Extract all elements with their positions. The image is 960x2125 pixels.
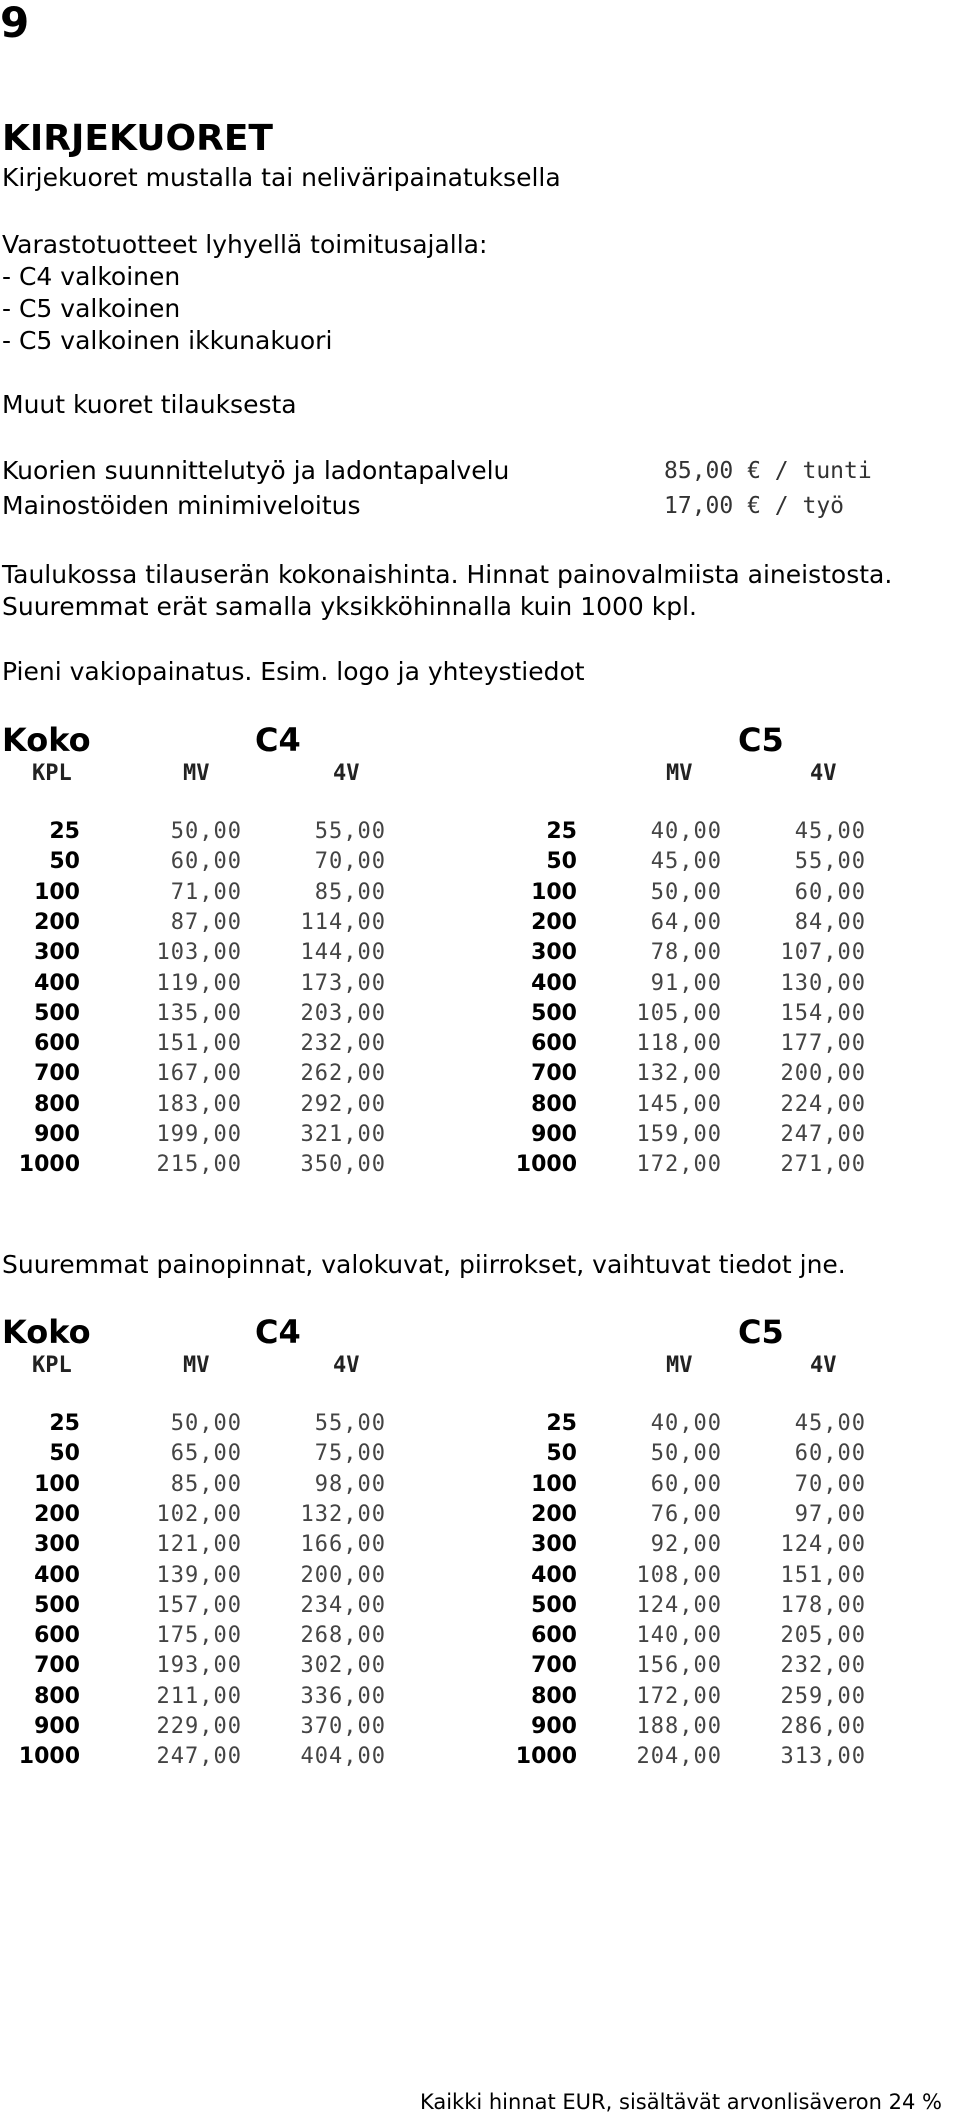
- price-cell: 65,00: [170, 1441, 242, 1467]
- price-cell: 302,00: [300, 1653, 386, 1679]
- price-cell: 229,00: [156, 1714, 242, 1739]
- price-cell: 92,00: [650, 1532, 722, 1558]
- quantity-cell: 900: [34, 1714, 80, 1739]
- price-cell: 130,00: [780, 970, 866, 996]
- price-cell: 370,00: [300, 1714, 386, 1739]
- c4-header: C4: [255, 1313, 301, 1351]
- quantity-cell: 300: [531, 1532, 577, 1558]
- quantity-cell: 1000: [515, 1744, 577, 1770]
- quantity-cell: 1000: [18, 1152, 80, 1178]
- quantity-cell: 500: [531, 1000, 577, 1026]
- price-cell: 159,00: [636, 1122, 722, 1147]
- footer-note: Kaikki hinnat EUR, sisältävät arvonlisäveron 24 %: [419, 2090, 942, 2114]
- quantity-cell: 50: [546, 1441, 577, 1467]
- price-cell: 98,00: [314, 1471, 386, 1497]
- quantity-cell: 600: [34, 1031, 80, 1057]
- price-cell: 102,00: [156, 1501, 242, 1527]
- price-cell: 84,00: [794, 909, 866, 935]
- c4-mv-header: MV: [183, 761, 210, 786]
- price-cell: 40,00: [650, 819, 722, 844]
- price-cell: 175,00: [156, 1623, 242, 1649]
- price-cell: 172,00: [636, 1152, 722, 1178]
- price-cell: 167,00: [156, 1061, 242, 1087]
- price-cell: 70,00: [314, 849, 386, 875]
- quantity-cell: 700: [531, 1061, 577, 1087]
- price-cell: 177,00: [780, 1031, 866, 1057]
- price-cell: 71,00: [170, 879, 242, 905]
- quantity-cell: 400: [531, 970, 577, 996]
- price-cell: 224,00: [780, 1091, 866, 1117]
- price-cell: 183,00: [156, 1091, 242, 1117]
- service-label: Mainostöiden minimiveloitus: [2, 491, 361, 520]
- price-cell: 215,00: [156, 1152, 242, 1178]
- price-cell: 50,00: [170, 819, 242, 844]
- price-cell: 188,00: [636, 1714, 722, 1739]
- note-line: Suuremmat erät samalla yksikköhinnalla kuin 1000 kpl.: [2, 592, 698, 621]
- price-cell: 40,00: [650, 1411, 722, 1436]
- price-cell: 200,00: [780, 1061, 866, 1087]
- quantity-cell: 300: [34, 1532, 80, 1558]
- note-line: Taulukossa tilauserän kokonaishinta. Hinnat painovalmiista aineistosta.: [2, 560, 893, 589]
- other-envelopes-note: Muut kuoret tilauksesta: [2, 390, 297, 419]
- price-cell: 55,00: [314, 819, 386, 844]
- price-cell: 107,00: [780, 940, 866, 966]
- c4-4v-header: 4V: [333, 1353, 360, 1378]
- quantity-cell: 25: [546, 1411, 577, 1436]
- c4-header: C4: [255, 721, 301, 759]
- price-cell: 336,00: [300, 1683, 386, 1709]
- quantity-cell: 25: [49, 1411, 80, 1436]
- price-cell: 119,00: [156, 970, 242, 996]
- quantity-cell: 400: [34, 970, 80, 996]
- price-cell: 45,00: [650, 849, 722, 875]
- quantity-cell: 300: [34, 940, 80, 966]
- price-cell: 50,00: [650, 1441, 722, 1467]
- price-cell: 78,00: [650, 940, 722, 966]
- kpl-header: KPL: [32, 761, 72, 786]
- price-cell: 108,00: [636, 1562, 722, 1588]
- price-cell: 154,00: [780, 1000, 866, 1026]
- stock-item: - C4 valkoinen: [2, 262, 181, 291]
- quantity-cell: 500: [531, 1592, 577, 1618]
- quantity-cell: 400: [531, 1562, 577, 1588]
- price-cell: 178,00: [780, 1592, 866, 1618]
- table2-caption: Suuremmat painopinnat, valokuvat, piirrokset, vaihtuvat tiedot jne.: [2, 1250, 846, 1279]
- price-cell: 193,00: [156, 1653, 242, 1679]
- stock-item: - C5 valkoinen: [2, 294, 181, 323]
- quantity-cell: 900: [531, 1122, 577, 1147]
- price-cell: 157,00: [156, 1592, 242, 1618]
- koko-header: Koko: [2, 721, 91, 759]
- quantity-cell: 400: [34, 1562, 80, 1588]
- quantity-cell: 600: [531, 1031, 577, 1057]
- price-cell: 132,00: [636, 1061, 722, 1087]
- quantity-cell: 600: [531, 1623, 577, 1649]
- subtitle: Kirjekuoret mustalla tai neliväripainatuksella: [2, 163, 561, 192]
- price-cell: 124,00: [780, 1532, 866, 1558]
- price-cell: 203,00: [300, 1000, 386, 1026]
- quantity-cell: 500: [34, 1592, 80, 1618]
- price-cell: 124,00: [636, 1592, 722, 1618]
- c4-mv-header: MV: [183, 1353, 210, 1378]
- c5-header: C5: [738, 721, 784, 759]
- quantity-cell: 100: [531, 1471, 577, 1497]
- price-cell: 259,00: [780, 1683, 866, 1709]
- price-cell: 97,00: [794, 1501, 866, 1527]
- c5-mv-header: MV: [666, 761, 693, 786]
- price-cell: 286,00: [780, 1714, 866, 1739]
- quantity-cell: 25: [49, 819, 80, 844]
- price-cell: 140,00: [636, 1623, 722, 1649]
- price-cell: 75,00: [314, 1441, 386, 1467]
- price-cell: 91,00: [650, 970, 722, 996]
- price-cell: 85,00: [170, 1471, 242, 1497]
- price-cell: 350,00: [300, 1152, 386, 1178]
- quantity-cell: 100: [531, 879, 577, 905]
- price-cell: 268,00: [300, 1623, 386, 1649]
- quantity-cell: 800: [34, 1091, 80, 1117]
- page-title: KIRJEKUORET: [2, 118, 273, 159]
- c5-header: C5: [738, 1313, 784, 1351]
- price-cell: 55,00: [314, 1411, 386, 1436]
- price-cell: 103,00: [156, 940, 242, 966]
- price-cell: 271,00: [780, 1152, 866, 1178]
- price-cell: 204,00: [636, 1744, 722, 1770]
- quantity-cell: 100: [34, 1471, 80, 1497]
- price-cell: 132,00: [300, 1501, 386, 1527]
- price-cell: 200,00: [300, 1562, 386, 1588]
- quantity-cell: 800: [34, 1683, 80, 1709]
- koko-header: Koko: [2, 1313, 91, 1351]
- price-cell: 321,00: [300, 1122, 386, 1147]
- quantity-cell: 200: [531, 909, 577, 935]
- table1-caption: Pieni vakiopainatus. Esim. logo ja yhteystiedot: [2, 657, 585, 686]
- price-cell: 173,00: [300, 970, 386, 996]
- price-cell: 45,00: [794, 819, 866, 844]
- price-cell: 60,00: [170, 849, 242, 875]
- price-cell: 262,00: [300, 1061, 386, 1087]
- price-cell: 76,00: [650, 1501, 722, 1527]
- quantity-cell: 500: [34, 1000, 80, 1026]
- quantity-cell: 50: [49, 849, 80, 875]
- c5-mv-header: MV: [666, 1353, 693, 1378]
- quantity-cell: 200: [531, 1501, 577, 1527]
- price-cell: 145,00: [636, 1091, 722, 1117]
- price-cell: 121,00: [156, 1532, 242, 1558]
- price-cell: 292,00: [300, 1091, 386, 1117]
- price-cell: 60,00: [794, 1441, 866, 1467]
- price-cell: 313,00: [780, 1744, 866, 1770]
- price-cell: 50,00: [170, 1411, 242, 1436]
- price-cell: 105,00: [636, 1000, 722, 1026]
- quantity-cell: 200: [34, 909, 80, 935]
- quantity-cell: 700: [34, 1061, 80, 1087]
- quantity-cell: 700: [531, 1653, 577, 1679]
- price-cell: 64,00: [650, 909, 722, 935]
- price-cell: 151,00: [156, 1031, 242, 1057]
- price-cell: 166,00: [300, 1532, 386, 1558]
- stock-item: - C5 valkoinen ikkunakuori: [2, 326, 333, 355]
- price-cell: 232,00: [300, 1031, 386, 1057]
- quantity-cell: 700: [34, 1653, 80, 1679]
- stock-heading: Varastotuotteet lyhyellä toimitusajalla:: [2, 230, 488, 259]
- c5-4v-header: 4V: [810, 1353, 837, 1378]
- price-cell: 60,00: [794, 879, 866, 905]
- c5-4v-header: 4V: [810, 761, 837, 786]
- quantity-cell: 25: [546, 819, 577, 844]
- price-cell: 135,00: [156, 1000, 242, 1026]
- quantity-cell: 50: [49, 1441, 80, 1467]
- price-cell: 144,00: [300, 940, 386, 966]
- price-cell: 199,00: [156, 1122, 242, 1147]
- price-cell: 156,00: [636, 1653, 722, 1679]
- price-cell: 139,00: [156, 1562, 242, 1588]
- price-cell: 247,00: [780, 1122, 866, 1147]
- price-cell: 205,00: [780, 1623, 866, 1649]
- quantity-cell: 1000: [515, 1152, 577, 1178]
- price-cell: 60,00: [650, 1471, 722, 1497]
- price-cell: 118,00: [636, 1031, 722, 1057]
- page-number: 9: [0, 0, 30, 47]
- price-cell: 211,00: [156, 1683, 242, 1709]
- service-price: 17,00 € / työ: [664, 493, 845, 519]
- price-cell: 247,00: [156, 1744, 242, 1770]
- quantity-cell: 200: [34, 1501, 80, 1527]
- quantity-cell: 50: [546, 849, 577, 875]
- quantity-cell: 600: [34, 1623, 80, 1649]
- price-cell: 234,00: [300, 1592, 386, 1618]
- kpl-header: KPL: [32, 1353, 72, 1378]
- price-cell: 87,00: [170, 909, 242, 935]
- quantity-cell: 800: [531, 1683, 577, 1709]
- service-price: 85,00 € / tunti: [664, 458, 872, 484]
- price-cell: 55,00: [794, 849, 866, 875]
- price-cell: 232,00: [780, 1653, 866, 1679]
- price-cell: 70,00: [794, 1471, 866, 1497]
- quantity-cell: 800: [531, 1091, 577, 1117]
- service-label: Kuorien suunnittelutyö ja ladontapalvelu: [2, 456, 510, 485]
- price-cell: 404,00: [300, 1744, 386, 1770]
- price-cell: 151,00: [780, 1562, 866, 1588]
- price-cell: 85,00: [314, 879, 386, 905]
- c4-4v-header: 4V: [333, 761, 360, 786]
- price-cell: 172,00: [636, 1683, 722, 1709]
- price-cell: 50,00: [650, 879, 722, 905]
- quantity-cell: 900: [34, 1122, 80, 1147]
- quantity-cell: 300: [531, 940, 577, 966]
- quantity-cell: 900: [531, 1714, 577, 1739]
- price-cell: 45,00: [794, 1411, 866, 1436]
- quantity-cell: 100: [34, 879, 80, 905]
- quantity-cell: 1000: [18, 1744, 80, 1770]
- price-cell: 114,00: [300, 909, 386, 935]
